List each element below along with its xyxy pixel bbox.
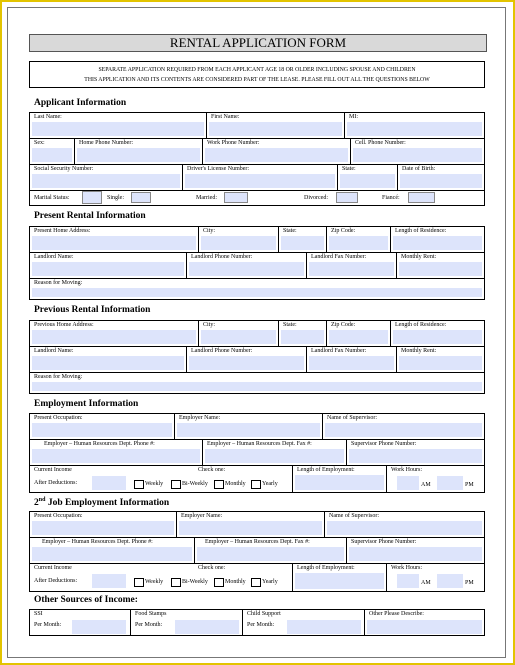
weekly-checkbox[interactable]: [134, 480, 144, 489]
divorced-box[interactable]: [336, 192, 358, 203]
previous-zip-label: Zip Code:: [331, 322, 356, 328]
cell-phone-label: Cell. Phone Number:: [355, 140, 406, 146]
previous-zip-field[interactable]: [326, 321, 390, 346]
present-rental-row-reason: [30, 279, 484, 299]
single-label: Single:: [107, 195, 125, 201]
dob-label: Date of Birth:: [402, 166, 436, 172]
length-employment-2-label: Length of Employment:: [297, 565, 355, 571]
home-phone-label: Home Phone Number:: [79, 140, 133, 146]
length-employment-label: Length of Employment:: [297, 467, 355, 473]
ssn-field[interactable]: [30, 165, 182, 190]
mi-label: MI:: [349, 114, 358, 120]
hr-phone-label: Employer – Human Resources Dept. Phone #:: [44, 441, 155, 447]
present-reason-field[interactable]: [30, 279, 484, 299]
food-stamps-field[interactable]: [130, 610, 242, 635]
employment-2-row-names: [30, 512, 484, 538]
previous-state-label: State:: [283, 322, 297, 328]
work-hours-2-field[interactable]: [386, 564, 484, 591]
income-2-label: Current Income: [34, 565, 72, 571]
weekly-label: Weekly: [145, 481, 164, 487]
notice-box: [29, 61, 485, 88]
previous-rent-label: Monthly Rent:: [401, 348, 437, 354]
supervisor-field[interactable]: [322, 414, 484, 439]
income-2-field[interactable]: [30, 564, 292, 591]
biweekly-checkbox[interactable]: [171, 480, 181, 489]
employer-label: Employer Name:: [179, 415, 221, 421]
occupation-field[interactable]: [30, 414, 174, 439]
section-heading-applicant: Applicant Information: [34, 98, 127, 108]
previous-landlord-phone-label: Landlord Phone Number:: [191, 348, 253, 354]
form-title: RENTAL APPLICATION FORM: [29, 34, 487, 52]
previous-landlord-fax-field[interactable]: [306, 347, 396, 372]
income-amount-fill[interactable]: [92, 476, 126, 490]
present-state-field[interactable]: [278, 227, 326, 252]
home-phone-field[interactable]: [74, 139, 202, 164]
present-landlord-fax-label: Landlord Fax Number:: [311, 254, 367, 260]
occupation-2-label: Present Occupation:: [34, 513, 83, 519]
income-2-amount-fill[interactable]: [92, 574, 126, 588]
previous-length-label: Length of Residence:: [395, 322, 447, 328]
previous-reason-field[interactable]: [30, 373, 484, 393]
monthly-label: Monthly: [225, 481, 246, 487]
child-support-label: Child Support: [247, 611, 281, 617]
work-hours-label: Work Hours:: [391, 467, 423, 473]
sup-phone-label: Supervisor Phone Number:: [351, 441, 417, 447]
present-address-field[interactable]: [30, 227, 198, 252]
employment-2-row-income: [30, 564, 484, 591]
employment-row-contacts: [30, 440, 484, 466]
previous-landlord-field[interactable]: [30, 347, 186, 372]
yearly-label: Yearly: [262, 481, 278, 487]
deductions-label: After Deductions:: [34, 480, 78, 486]
sex-field[interactable]: [30, 139, 74, 164]
previous-address-label: Previous Home Address:: [34, 322, 94, 328]
present-zip-label: Zip Code:: [331, 228, 356, 234]
biweekly-2-label: Bi-Weekly: [182, 579, 208, 585]
other-income-table: [29, 609, 485, 636]
employment-row-names: [30, 414, 484, 440]
section-heading-employment: Employment Information: [34, 399, 139, 409]
length-employment-field[interactable]: [292, 466, 386, 492]
other-income-row: [30, 610, 484, 635]
hr-fax-2-field[interactable]: [194, 538, 346, 563]
applicant-row-name: [30, 113, 484, 139]
present-rent-label: Monthly Rent:: [401, 254, 437, 260]
previous-rental-row-address: [30, 321, 484, 347]
heading-2nd-number: 2: [34, 498, 39, 509]
present-rent-field[interactable]: [396, 253, 484, 278]
yearly-checkbox[interactable]: [251, 480, 261, 489]
present-landlord-fax-field[interactable]: [306, 253, 396, 278]
check-one-2-label: Check one:: [198, 565, 226, 571]
hr-fax-2-label: Employer – Human Resources Dept. Fax #:: [205, 539, 310, 545]
length-employment-2-field[interactable]: [292, 564, 386, 591]
previous-length-field[interactable]: [390, 321, 484, 346]
notice-line-2: THIS APPLICATION AND ITS CONTENTS ARE CONSIDERED PART OF THE LEASE. PLEASE FILL OUT ALL THE QUESTIONS BELOW: [84, 77, 430, 83]
cell-phone-field[interactable]: [350, 139, 484, 164]
am-2-label: AM: [421, 580, 431, 586]
present-landlord-phone-field[interactable]: [186, 253, 306, 278]
previous-reason-label: Reason for Moving:: [34, 374, 83, 380]
hr-phone-field[interactable]: [30, 440, 202, 465]
heading-2nd-text: Job Employment Information: [45, 498, 170, 509]
sup-phone-2-field[interactable]: [346, 538, 484, 563]
income-label: Current Income: [34, 467, 72, 473]
previous-rental-row-landlord: [30, 347, 484, 373]
pm-label: PM: [465, 482, 474, 488]
hr-phone-2-field[interactable]: [30, 538, 194, 563]
section-heading-previous-rental: Previous Rental Information: [34, 305, 151, 315]
am-label: AM: [421, 482, 431, 488]
previous-city-label: City:: [203, 322, 216, 328]
check-one-label: Check one:: [198, 467, 226, 473]
present-state-label: State:: [283, 228, 297, 234]
applicant-row-id: [30, 165, 484, 191]
employment-2-row-contacts: [30, 538, 484, 564]
hr-fax-label: Employer – Human Resources Dept. Fax #:: [207, 441, 312, 447]
license-field[interactable]: [182, 165, 337, 190]
dob-field[interactable]: [397, 165, 484, 190]
yearly-2-label: Yearly: [262, 579, 278, 585]
deductions-2-label: After Deductions:: [34, 578, 78, 584]
food-stamps-label: Food Stamps: [135, 611, 167, 617]
present-reason-label: Reason for Moving:: [34, 280, 83, 286]
yearly-2-checkbox[interactable]: [251, 578, 261, 587]
supervisor-2-field[interactable]: [324, 512, 484, 537]
present-landlord-phone-label: Landlord Phone Number:: [191, 254, 253, 260]
employer-2-field[interactable]: [176, 512, 324, 537]
income-field[interactable]: [30, 466, 292, 492]
section-heading-present-rental: Present Rental Information: [34, 211, 146, 221]
hr-fax-field[interactable]: [202, 440, 346, 465]
present-zip-field[interactable]: [326, 227, 390, 252]
other-describe-label: Other Please Describe:: [369, 611, 424, 617]
present-rental-row-address: [30, 227, 484, 253]
previous-address-field[interactable]: [30, 321, 198, 346]
biweekly-label: Bi-Weekly: [182, 481, 208, 487]
present-rental-table: [29, 226, 485, 300]
work-phone-field[interactable]: [202, 139, 350, 164]
ssi-per-month-label: Per Month:: [34, 622, 62, 628]
monthly-2-label: Monthly: [225, 579, 246, 585]
work-phone-label: Work Phone Number:: [207, 140, 260, 146]
other-describe-field[interactable]: [364, 610, 484, 635]
weekly-2-checkbox[interactable]: [134, 578, 144, 587]
married-box[interactable]: [224, 192, 248, 203]
present-length-field[interactable]: [390, 227, 484, 252]
previous-rent-field[interactable]: [396, 347, 484, 372]
monthly-checkbox[interactable]: [214, 480, 224, 489]
applicant-row-marital: [30, 191, 484, 205]
employment-2-table: [29, 511, 485, 592]
work-hours-2-label: Work Hours:: [391, 565, 423, 571]
weekly-2-label: Weekly: [145, 579, 164, 585]
marital-status-label: Marital Status:: [34, 195, 70, 201]
section-heading-employment-2: [34, 497, 169, 508]
present-city-field[interactable]: [198, 227, 278, 252]
previous-rental-table: [29, 320, 485, 394]
notice-line-1: SEPARATE APPLICATION REQUIRED FROM EACH APPLICANT AGE 18 OR OLDER INCLUDING SPOUSE AND CHILDREN: [98, 67, 416, 73]
first-name-field[interactable]: [206, 113, 344, 138]
first-name-label: First Name:: [211, 114, 240, 120]
pm-2-label: PM: [465, 580, 474, 586]
applicant-table: [29, 112, 485, 206]
work-hours-field[interactable]: [386, 466, 484, 492]
present-rental-row-landlord: [30, 253, 484, 279]
food-stamps-per-month-label: Per Month:: [135, 622, 163, 628]
occupation-2-field[interactable]: [30, 512, 176, 537]
fiance-box[interactable]: [408, 192, 435, 203]
state-label: State:: [342, 166, 356, 172]
single-box[interactable]: [131, 192, 151, 203]
previous-landlord-label: Landlord Name:: [34, 348, 74, 354]
present-address-label: Present Home Address:: [34, 228, 91, 234]
employment-table: [29, 413, 485, 493]
occupation-label: Present Occupation:: [34, 415, 83, 421]
mi-field[interactable]: [344, 113, 484, 138]
heading-2nd-suffix: nd: [38, 497, 46, 503]
previous-landlord-phone-field[interactable]: [186, 347, 306, 372]
present-landlord-field[interactable]: [30, 253, 186, 278]
hr-phone-2-label: Employer – Human Resources Dept. Phone #:: [42, 539, 153, 545]
previous-city-field[interactable]: [198, 321, 278, 346]
ssn-label: Social Security Number:: [34, 166, 94, 172]
last-name-label: Last Name:: [34, 114, 62, 120]
state-field[interactable]: [337, 165, 397, 190]
monthly-2-checkbox[interactable]: [214, 578, 224, 587]
sup-phone-field[interactable]: [346, 440, 484, 465]
present-length-label: Length of Residence:: [395, 228, 447, 234]
married-label: Married:: [196, 195, 217, 201]
employment-row-income: [30, 466, 484, 492]
fiance-label: Fiancé:: [382, 195, 400, 201]
supervisor-2-label: Name of Supervisor:: [329, 513, 379, 519]
child-support-per-month-label: Per Month:: [247, 622, 275, 628]
employer-field[interactable]: [174, 414, 322, 439]
employer-2-label: Employer Name:: [181, 513, 223, 519]
divorced-label: Divorced:: [304, 195, 328, 201]
previous-state-field[interactable]: [278, 321, 326, 346]
section-heading-other-income: Other Sources of Income:: [34, 595, 138, 605]
supervisor-label: Name of Supervisor:: [327, 415, 377, 421]
present-landlord-label: Landlord Name:: [34, 254, 74, 260]
biweekly-2-checkbox[interactable]: [171, 578, 181, 587]
last-name-field[interactable]: [30, 113, 206, 138]
sup-phone-2-label: Supervisor Phone Number:: [351, 539, 417, 545]
applicant-row-phone: [30, 139, 484, 165]
ssi-label: SSI: [34, 611, 43, 617]
previous-rental-row-reason: [30, 373, 484, 393]
license-label: Driver's License Number:: [187, 166, 250, 172]
ssi-field[interactable]: [30, 610, 130, 635]
previous-landlord-fax-label: Landlord Fax Number:: [311, 348, 367, 354]
sex-label: Sex:: [34, 140, 45, 146]
present-city-label: City:: [203, 228, 216, 234]
child-support-field[interactable]: [242, 610, 364, 635]
marital-status-box[interactable]: [82, 191, 102, 204]
